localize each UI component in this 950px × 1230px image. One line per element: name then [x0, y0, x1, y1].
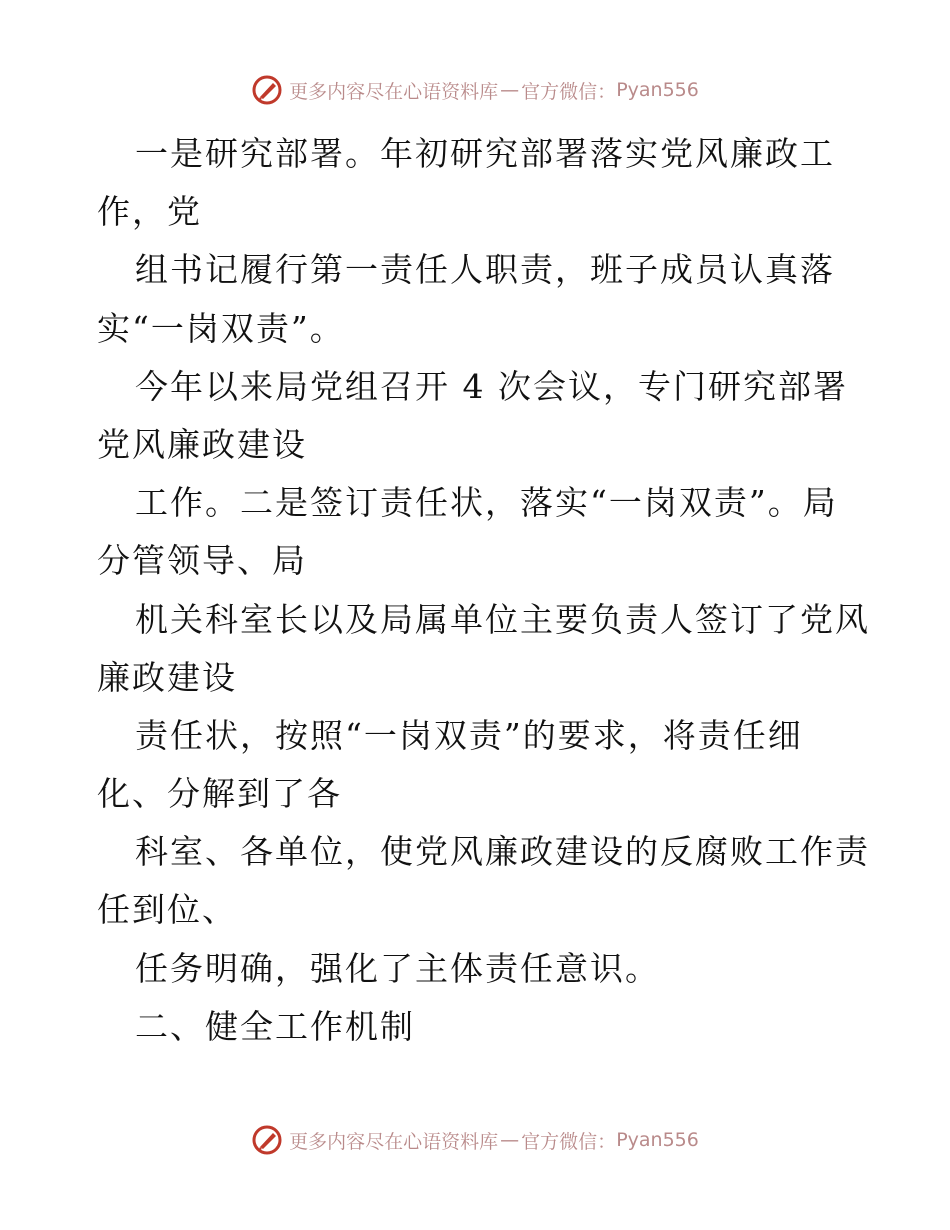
text-line: 任到位、: [97, 890, 237, 930]
watermark-wechat-label: 官方微信：: [521, 1130, 617, 1153]
watermark-wechat-id: Pyan556: [616, 79, 699, 101]
text-line: 任务明确，强化了主体责任意识。: [135, 948, 660, 988]
text-line: 分管领导、局: [97, 541, 307, 581]
text-line: 廉政建设: [97, 657, 237, 697]
text-line: 科室、各单位，使党风廉政建设的反腐败工作责: [135, 832, 870, 872]
header-watermark: [0, 70, 950, 110]
text-line: 今年以来局党组召开 4 次会议，专门研究部署: [135, 366, 848, 406]
pen-logo-icon: [251, 1124, 283, 1156]
watermark-separator: —: [500, 1129, 520, 1151]
pen-logo-icon: [251, 74, 283, 106]
watermark-site-text: 更多内容尽在心语资料库: [289, 1130, 499, 1153]
text-line: 实“一岗双责”。: [97, 308, 345, 348]
text-line: 作，党: [97, 192, 202, 232]
section-heading: 二、健全工作机制: [135, 1006, 415, 1046]
text-line: 组书记履行第一责任人职责，班子成员认真落: [135, 250, 835, 290]
document-body: [97, 125, 870, 1056]
footer-watermark: [0, 1120, 950, 1160]
watermark-site-text: 更多内容尽在心语资料库: [289, 80, 499, 103]
text-line: 工作。二是签订责任状，落实“一岗双责”。局: [135, 483, 838, 523]
text-line: 党风廉政建设: [97, 424, 307, 464]
watermark-wechat-label: 官方微信：: [521, 80, 617, 103]
text-line: 一是研究部署。年初研究部署落实党风廉政工: [135, 134, 835, 173]
text-line: 机关科室长以及局属单位主要负责人签订了党风: [135, 599, 870, 639]
watermark-wechat-id: Pyan556: [616, 1129, 699, 1151]
text-line: 化、分解到了各: [97, 774, 342, 814]
text-line: 责任状，按照“一岗双责”的要求，将责任细: [135, 715, 803, 755]
watermark-separator: —: [500, 79, 520, 101]
